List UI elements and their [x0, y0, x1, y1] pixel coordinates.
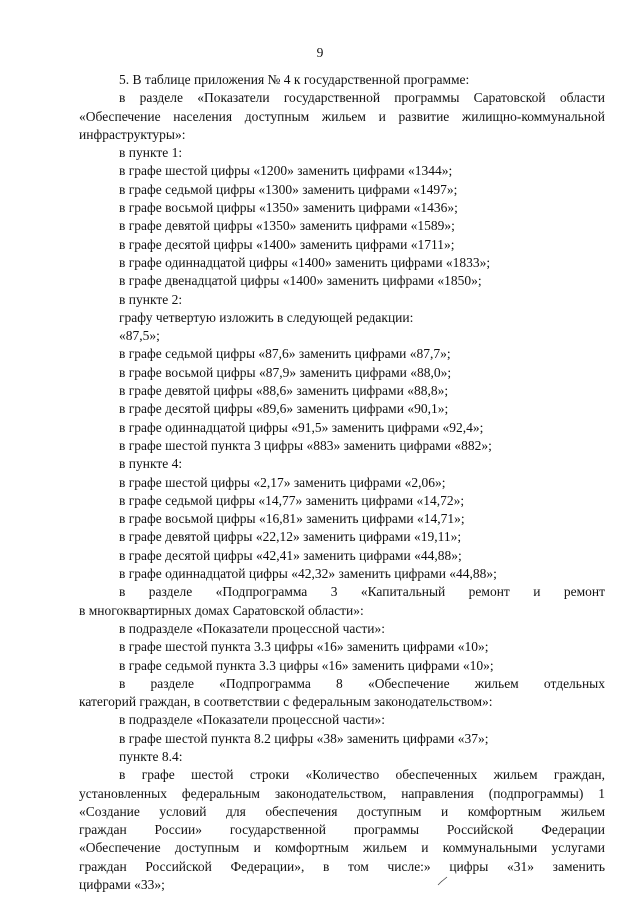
paragraph-line: в графе седьмой цифры «1300» заменить цифрами «1497»; — [119, 181, 458, 197]
paragraph-line: в графе девятой цифры «22,12» заменить цифрами «19,11»; — [119, 529, 462, 545]
paragraph-line: в пункте 2: — [119, 291, 183, 307]
paragraph-line: в разделе «Показатели государственной программы Саратовской области — [119, 90, 605, 106]
paragraph-line: в графе седьмой цифры «87,6» заменить цифрами «87,7»; — [119, 346, 451, 362]
paragraph-line: в графе одиннадцатой цифры «91,5» заменить цифрами «92,4»; — [119, 419, 484, 435]
paragraph-line: в многоквартирных домах Саратовской области»: — [79, 602, 364, 618]
document-body — [79, 71, 605, 894]
paragraph-line: в разделе «Подпрограмма 3 «Капитальный ремонт и ремонт — [119, 584, 605, 600]
paragraph-line: в графе шестой пункта 8.2 цифры «38» заменить цифрами «37»; — [119, 730, 489, 746]
paragraph-line: в графе шестой цифры «1200» заменить цифрами «1344»; — [119, 163, 453, 179]
paragraph-line: «87,5»; — [119, 328, 160, 344]
paragraph-line: «Создание условий для обеспечения доступным и комфортным жильем — [79, 803, 605, 819]
paragraph-line: граждан Российской Федерации», в том числе:» цифры «31» заменить — [79, 858, 605, 874]
paragraph-line: цифрами «33»; — [79, 877, 165, 893]
paragraph-line: в графе шестой цифры «2,17» заменить цифрами «2,06»; — [119, 474, 446, 490]
paragraph-line: в графе восьмой цифры «1350» заменить цифрами «1436»; — [119, 200, 458, 216]
paragraph-line: в подразделе «Показатели процессной части»: — [119, 712, 386, 728]
paragraph-line: в графе десятой цифры «1400» заменить цифрами «1711»; — [119, 236, 455, 252]
paragraph-line: 5. В таблице приложения № 4 к государственной программе: — [119, 72, 470, 87]
paragraph-line: граждан России» государственной программы Российской Федерации — [79, 822, 605, 838]
paragraph-line: в графе седьмой цифры «14,77» заменить цифрами «14,72»; — [119, 492, 465, 508]
paragraph-line: установленных федеральным законодательством, направления (подпрограммы) 1 — [79, 785, 605, 801]
paragraph-line: в графе шестой пункта 3.3 цифры «16» заменить цифрами «10»; — [119, 639, 489, 655]
paragraph-line: в графе восьмой цифры «87,9» заменить цифрами «88,0»; — [119, 364, 452, 380]
paragraph-line: в графе двенадцатой цифры «1400» заменить цифрами «1850»; — [119, 273, 482, 289]
paragraph-line: в пункте 1: — [119, 145, 183, 161]
paragraph-line: «Обеспечение населения доступным жильем и развитие жилищно-коммунальной — [79, 108, 605, 124]
paragraph-line: в графе десятой цифры «89,6» заменить цифрами «90,1»; — [119, 401, 449, 417]
paragraph-line: в графе седьмой пункта 3.3 цифры «16» заменить цифрами «10»; — [119, 657, 494, 673]
paragraph-line: графу четвертую изложить в следующей редакции: — [119, 309, 414, 325]
paragraph-line: в графе одиннадцатой цифры «1400» заменить цифрами «1833»; — [119, 254, 491, 270]
paragraph-line: в графе одиннадцатой цифры «42,32» заменить цифрами «44,88»; — [119, 566, 497, 582]
pen-mark-icon — [436, 876, 450, 886]
paragraph-line: пункте 8.4: — [119, 748, 183, 764]
paragraph-line: инфраструктуры»: — [79, 126, 186, 142]
paragraph-line: в пункте 4: — [119, 456, 183, 472]
paragraph-line: в графе восьмой цифры «16,81» заменить цифрами «14,71»; — [119, 511, 465, 527]
paragraph-line: в графе шестой пункта 3 цифры «883» заменить цифрами «882»; — [119, 437, 492, 453]
paragraph-line: в разделе «Подпрограмма 8 «Обеспечение жильем отдельных — [119, 675, 605, 691]
paragraph-line: «Обеспечение доступным и комфортным жильем и коммунальными услугами — [79, 840, 605, 856]
paragraph-line: в графе девятой цифры «88,6» заменить цифрами «88,8»; — [119, 383, 449, 399]
paragraph-line: в графе шестой строки «Количество обеспеченных жильем граждан, — [119, 767, 605, 783]
page-number: 9 — [316, 45, 324, 60]
paragraph-line: в графе девятой цифры «1350» заменить цифрами «1589»; — [119, 218, 455, 234]
paragraph-line: категорий граждан, в соответствии с федеральным законодательством»: — [79, 694, 493, 710]
paragraph-line: в подразделе «Показатели процессной части»: — [119, 620, 386, 636]
paragraph-line: в графе десятой цифры «42,41» заменить цифрами «44,88»; — [119, 547, 462, 563]
